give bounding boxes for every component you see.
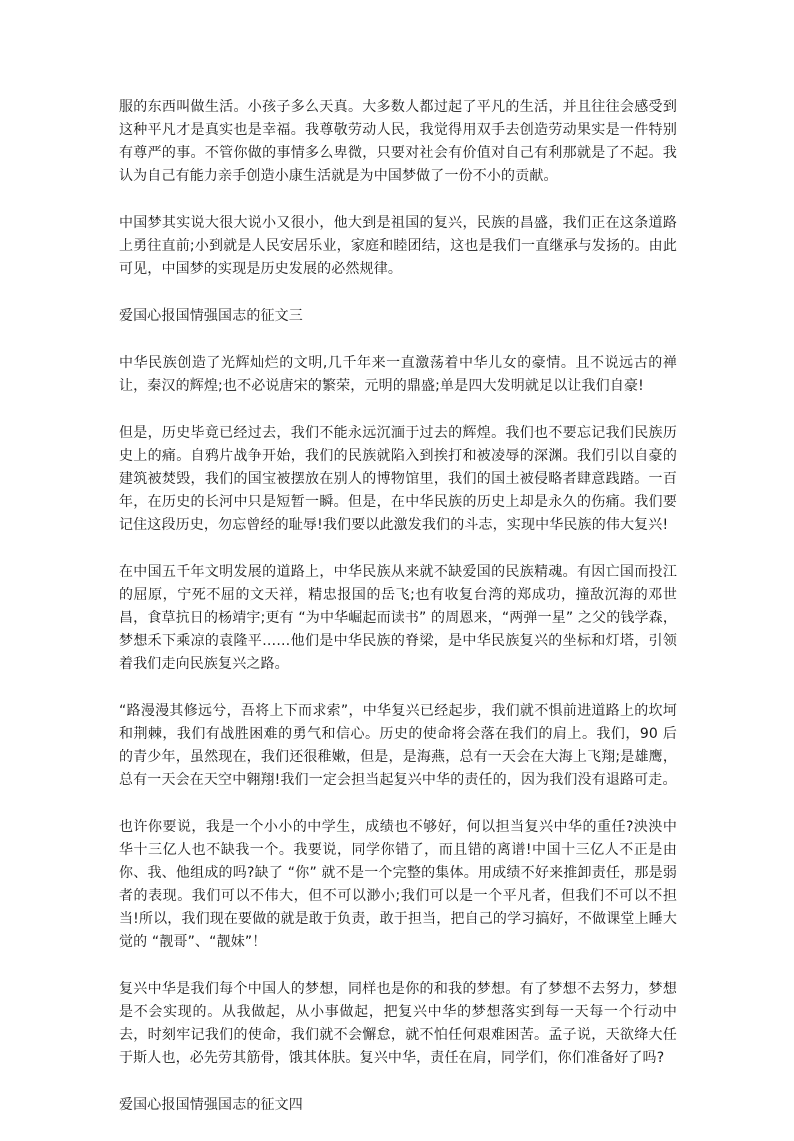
paragraph: “路漫漫其修远兮，吾将上下而求索”，中华复兴已经起步，我们就不惧前进道路上的坎坷和荆棘，我们有战胜困难的勇气和信心。历史的使命将会落在我们的肩上。我们，90 后的青少年，虽然现在，我们还很稚嫩，但是，是海燕，总有一天会在大海上飞翔;是雄鹰，总有一天会在天空中翱翔!我们一定会担当起复兴中华的责任的，因为我们没有退路可走。 bbox=[119, 703, 677, 788]
section-heading: 爱国心报国情强国志的征文四 bbox=[119, 1097, 303, 1113]
paragraph: 在中国五千年文明发展的道路上，中华民族从来就不缺爱国的民族精魂。有因亡国而投江的屈原，宁死不屈的文天祥，精忠报国的岳飞;也有收复台湾的郑成功，撞敌沉海的邓世昌，食草抗日的杨靖宇;更有 “为中华崛起而读书” 的周恩来，“两弹一星” 之父的钱学森，梦想禾下乘凉的袁隆平……他们是中华民族的脊梁，是中华民族复兴的坐标和灯塔，引领着我们走向民族复兴之路。 bbox=[119, 564, 677, 672]
paragraph: 但是，历史毕竟已经过去，我们不能永远沉湎于过去的辉煌。我们也不要忘记我们民族历史上的痛。自鸦片战争开始，我们的民族就陷入到挨打和被凌辱的深渊。我们引以自豪的建筑被焚毁，我们的国宝被摆放在别人的博物馆里，我们的国土被侵略者肆意践踏。一百年，在历史的长河中只是短暂一瞬。但是，在中华民族的历史上却是永久的伤痛。我们要记住这段历史，勿忘曾经的耻辱!我们要以此激发我们的斗志，实现中华民族的伟大复兴! bbox=[119, 425, 677, 533]
document-page bbox=[119, 96, 677, 1141]
paragraph: 也许你要说，我是一个小小的中学生，成绩也不够好，何以担当复兴中华的重任?泱泱中华十三亿人也不缺我一个。我要说，同学你错了，而且错的离谱!中国十三亿人不正是由你、我、他组成的吗?缺了 “你” 就不是一个完整的集体。用成绩不好来推卸责任，那是弱者的表现。我们可以不伟大，但不可以渺小;我们可以是一个平凡者，但我们不可以不担当!所以，我们现在要做的就是敢于负责，敢于担当，把自己的学习搞好，不做课堂上睡大觉的 “靓哥”、“靓妹”！ bbox=[119, 819, 677, 950]
section-heading: 爱国心报国情强国志的征文三 bbox=[119, 308, 303, 324]
paragraph: 中国梦其实说大很大说小又很小，他大到是祖国的复兴，民族的昌盛，我们正在这条道路上勇往直前;小到就是人民安居乐业，家庭和睦团结，这也是我们一直继承与发扬的。由此可见，中国梦的实现是历史发展的必然规律。 bbox=[119, 215, 677, 277]
paragraph: 中华民族创造了光辉灿烂的文明,几千年来一直激荡着中华儿女的豪情。且不说远古的禅让，秦汉的辉煌;也不必说唐宋的繁荣，元明的鼎盛;单是四大发明就足以让我们自豪! bbox=[119, 355, 677, 394]
paragraph: 复兴中华是我们每个中国人的梦想，同样也是你的和我的梦想。有了梦想不去努力，梦想是不会实现的。从我做起，从小事做起，把复兴中华的梦想落实到每一天每一个行动中去，时刻牢记我们的使命，我们就不会懈怠，就不怕任何艰难困苦。孟子说，天欲绛大任于斯人也，必先劳其筋骨，饿其体肤。复兴中华，责任在肩，同学们，你们准备好了吗? bbox=[119, 981, 677, 1066]
paragraph: 服的东西叫做生活。小孩子多么天真。大多数人都过起了平凡的生活，并且往往会感受到这种平凡才是真实也是幸福。我尊敬劳动人民，我觉得用双手去创造劳动果实是一件特别有尊严的事。不管你做的事情多么卑微，只要对社会有价值对自己有利那就是了不起。我认为自己有能力亲手创造小康生活就是为中国梦做了一份不小的贡献。 bbox=[119, 99, 677, 184]
